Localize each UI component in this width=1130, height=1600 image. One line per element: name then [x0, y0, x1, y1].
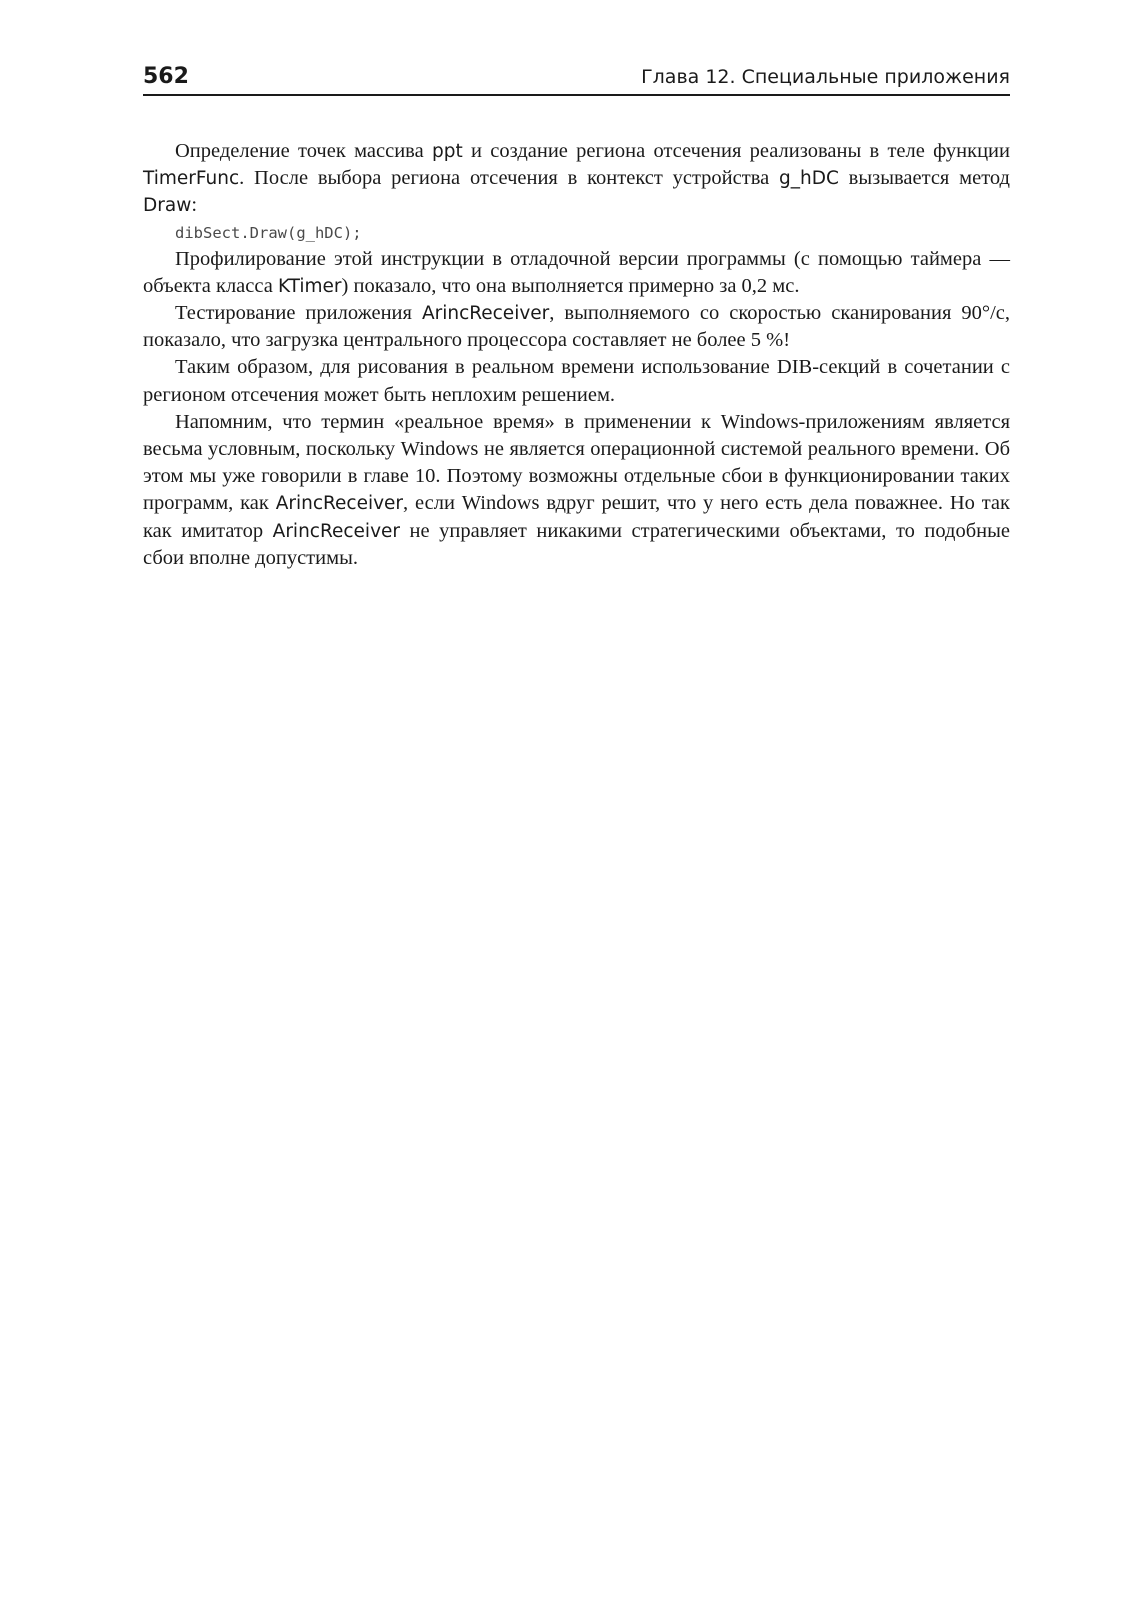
book-page	[143, 58, 1010, 572]
text-run: Профилирование этой инструкции в отладочной версии программы (с помощью таймера — объекта класса	[143, 247, 1010, 297]
paragraph-2	[143, 246, 1010, 300]
text-run: вызывается метод	[838, 167, 1010, 190]
text-run: не управляет никакими стратегическими объектами, то подобные сбои вполне допустимы.	[143, 519, 1010, 569]
body-text	[143, 138, 1010, 572]
code-term: ppt	[431, 141, 463, 162]
text-run: . После выбора региона отсечения в контекст устройства	[239, 167, 779, 190]
code-listing-line: dibSect.Draw(g_hDC);	[175, 223, 362, 242]
page-number: 562	[143, 64, 189, 89]
code-term: KTimer	[277, 275, 342, 297]
code-term: Draw	[143, 195, 192, 217]
code-term: ArincReceiver	[272, 520, 401, 542]
paragraph-3	[143, 300, 1010, 354]
chapter-title: Глава 12. Специальные приложения	[641, 66, 1010, 88]
paragraph-4	[143, 354, 1010, 408]
code-term: ArincReceiver	[421, 303, 550, 325]
text-run: , если Windows вдруг решит, что у него есть дела поважнее. Но так как имитатор	[143, 492, 1010, 542]
paragraph-5	[143, 409, 1010, 572]
running-header	[143, 58, 1010, 96]
text-run: ) показало, что она выполняется примерно за 0,2 мс.	[341, 274, 800, 297]
text-run: Определение точек массива	[175, 140, 432, 162]
paragraph-1	[143, 138, 1010, 220]
text-run: Напомним, что термин «реальное время» в применении к Windows-приложениям является весьма условным, поскольку Windows не является операционной системой реального времени. Об этом мы уже говорили в главе 10. Поэтому возможны отдельные сбои в функционировании таких программ, как	[143, 410, 1010, 515]
text-run: и создание региона отсечения реализованы в теле функции	[462, 140, 1010, 162]
code-term: ArincReceiver	[275, 493, 404, 515]
code-term: g_hDC	[779, 168, 839, 190]
text-run: Тестирование приложения	[175, 302, 422, 325]
code-term: TimerFunc	[143, 168, 240, 190]
text-run: , выполняемого со скоростью сканирования 90°/с, показало, что загрузка центрального процессора составляет не более 5 %!	[143, 302, 1010, 352]
text-run: :	[191, 194, 198, 217]
text-run: Таким образом, для рисования в реальном времени использование DIB-секций в сочетании с регионом отсечения может быть неплохим решением.	[143, 356, 1010, 406]
